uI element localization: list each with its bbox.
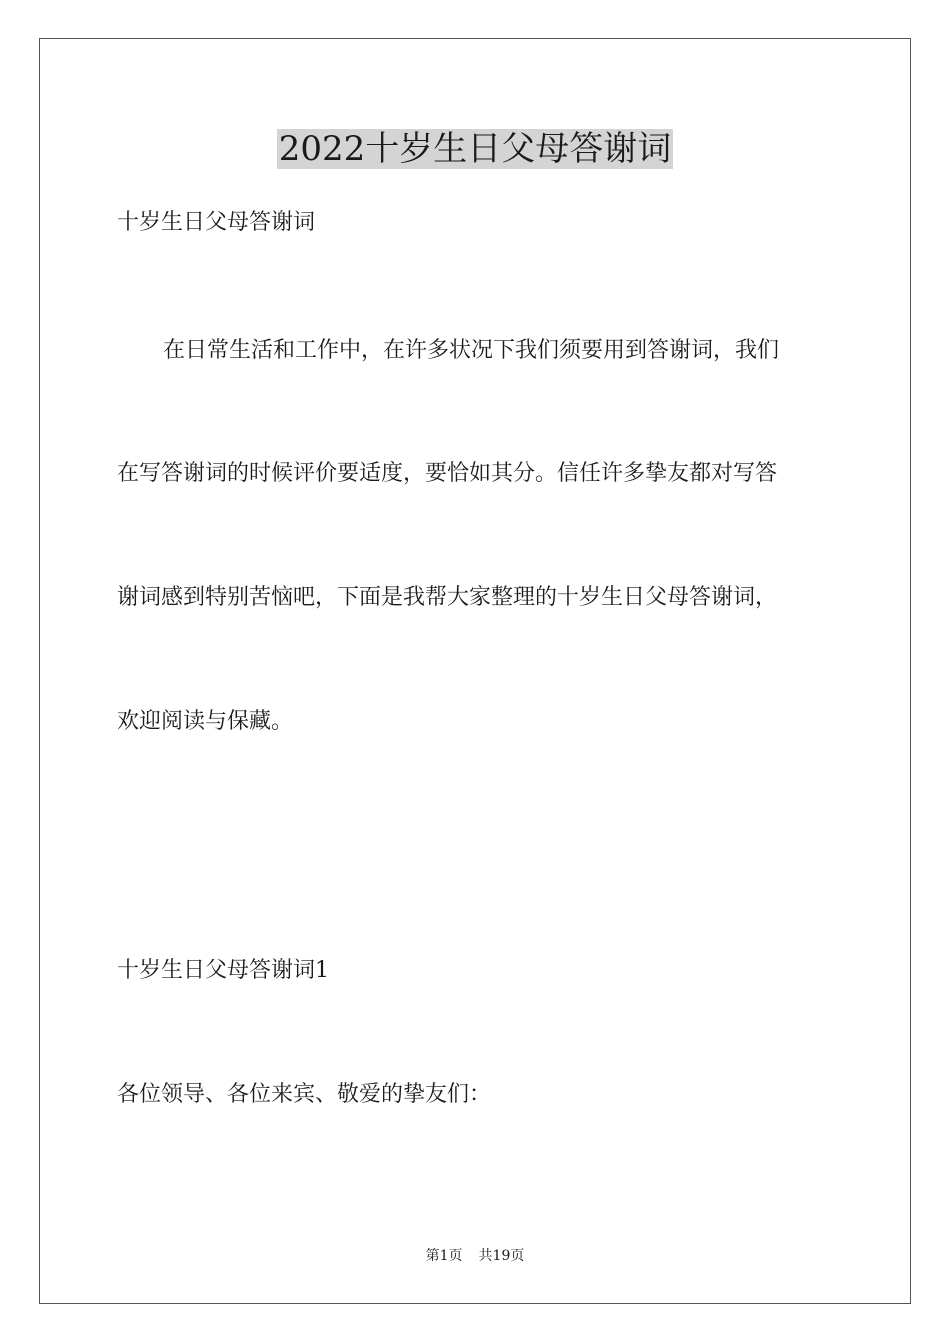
intro-paragraph-line-2: 在写答谢词的时候评价要适度，要恰如其分。信任许多挚友都对写答 — [117, 461, 778, 486]
document-title-text: 2022十岁生日父母答谢词 — [278, 129, 672, 169]
document-title — [0, 126, 950, 172]
salutation: 各位领导、各位来宾、敬爱的挚友们： — [117, 1082, 492, 1107]
intro-paragraph-line-3: 谢词感到特别苦恼吧，下面是我帮大家整理的十岁生日父母答谢词， — [117, 585, 778, 610]
intro-paragraph-line-1: 在日常生活和工作中，在许多状况下我们须要用到答谢词，我们 — [163, 338, 780, 363]
page-number: 第1页 — [425, 1248, 463, 1264]
page-footer — [0, 1246, 950, 1266]
intro-paragraph-line-4: 欢迎阅读与保藏。 — [117, 709, 294, 734]
page-total: 共19页 — [478, 1248, 525, 1264]
document-subtitle: 十岁生日父母答谢词 — [117, 210, 316, 235]
section-heading: 十岁生日父母答谢词1 — [117, 958, 329, 983]
